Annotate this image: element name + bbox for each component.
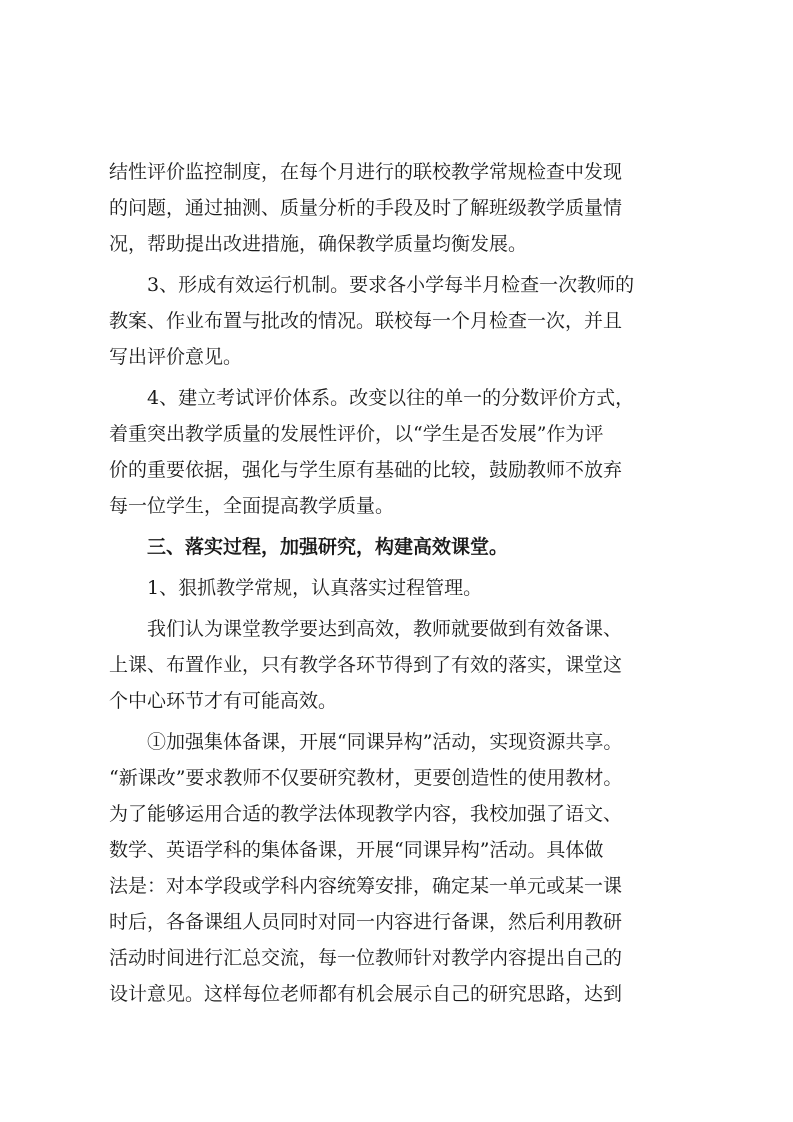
body-text-line: 教案、作业布置与批改的情况。联校每一个月检查一次，并且	[109, 310, 623, 332]
body-text-line: 3、形成有效运行机制。要求各小学每半月检查一次教师的	[147, 274, 635, 296]
body-text-line: 上课、布置作业，只有教学各环节得到了有效的落实，课堂这	[109, 654, 623, 676]
body-text-line: 为了能够运用合适的教学法体现教学内容，我校加强了语文、	[109, 803, 623, 825]
body-text-line: 价的重要依据，强化与学生原有基础的比较，鼓励教师不放弃	[109, 459, 623, 481]
body-text-line: 每一位学生，全面提高教学质量。	[109, 495, 395, 517]
body-text-line: 况，帮助提出改进措施，确保教学质量均衡发展。	[109, 233, 528, 255]
subsection-heading: 1、狠抓教学常规，认真落实过程管理。	[147, 577, 483, 599]
body-text-line: 写出评价意见。	[109, 346, 243, 368]
body-text-line: 的问题，通过抽测、质量分析的手段及时了解班级教学质量情	[109, 197, 623, 219]
body-text-line: 个中心环节才有可能高效。	[109, 690, 338, 712]
body-text-line: 法是：对本学段或学科内容统筹安排，确定某一单元或某一课	[109, 875, 623, 897]
body-text-line: 活动时间进行汇总交流，每一位教师针对教学内容提出自己的	[109, 947, 623, 969]
section-heading: 三、落实过程，加强研究，构建高效课堂。	[147, 536, 509, 558]
body-text-line: 数学、英语学科的集体备课，开展“同课异构”活动。具体做	[109, 839, 604, 861]
body-text-line: “新课改”要求教师不仅要研究教材，更要创造性的使用教材。	[109, 767, 623, 789]
body-text-line: 结性评价监控制度，在每个月进行的联校教学常规检查中发现	[109, 161, 623, 183]
body-text-line: 着重突出教学质量的发展性评价，以“学生是否发展”作为评	[109, 423, 604, 445]
body-text-line: ①加强集体备课，开展“同课异构”活动，实现资源共享。	[147, 731, 623, 753]
body-text-line: 我们认为课堂教学要达到高效，教师就要做到有效备课、	[147, 618, 623, 640]
body-text-line: 4、建立考试评价体系。改变以往的单一的分数评价方式，	[147, 387, 635, 409]
body-text-line: 时后，各备课组人员同时对同一内容进行备课，然后利用教研	[109, 911, 623, 933]
body-text-line: 设计意见。这样每位老师都有机会展示自己的研究思路，达到	[109, 983, 623, 1005]
